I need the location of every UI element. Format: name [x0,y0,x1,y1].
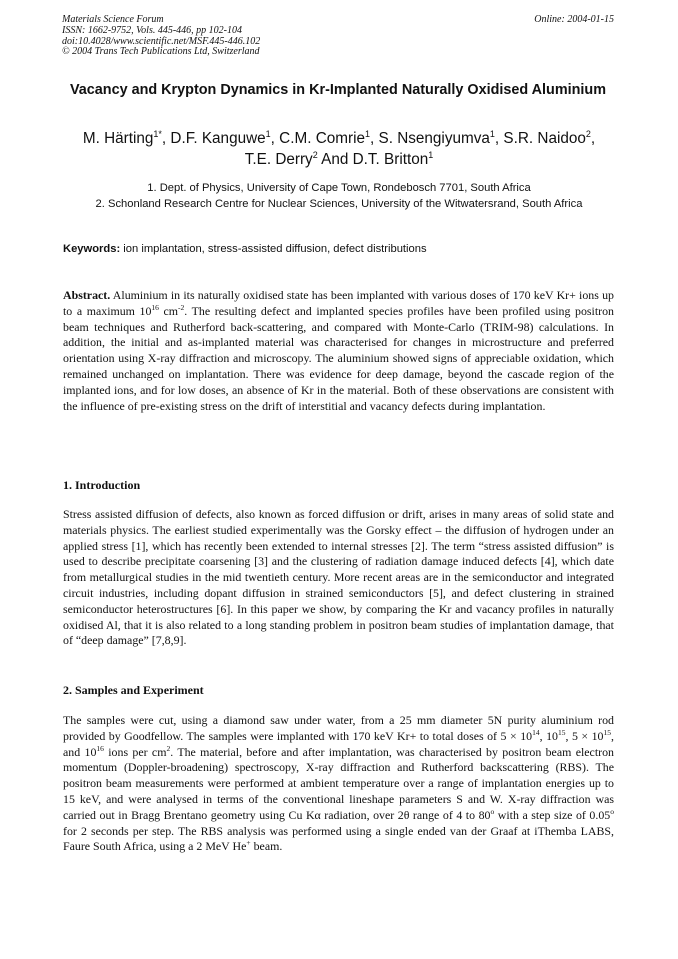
superscript: 15 [603,727,612,737]
author-name: , D.F. Kanguwe [161,130,266,147]
paper-title: Vacancy and Krypton Dynamics in Kr-Implanted Naturally Oxidised Aluminium [69,82,607,98]
body-text: beam. [250,839,283,854]
introduction-paragraph: Stress assisted diffusion of defects, also known as forced diffusion or drift, arises in many areas of solid state and materials physics. The earliest studied experimentally was the Gorsky effect – the diffusion of hydrogen under an applied stress [1], which has recently been extended to internal stresses [2]. The term “stress assisted diffusion” is used to describe precipitate coarsening [3] and the clustering of radiation damage induced defects [4], which date from metallurgical studies in the mid twentieth century. More recent areas are in the semiconductor and integrated circuit industries, including dopant diffusion in strained semiconductors [5], and defect clustering in strained semiconductor heterostructures [6]. In this paper we show, by comparing the Kr and vacancy profiles in naturally oxidised Al, that it is also related to a long standing problem in positron beam studies of implantation damage, that of “deep damage” [7,8,9]. [63,507,614,648]
doi-line[interactable]: doi:10.4028/www.scientific.net/MSF.445-446.102 [62,35,261,47]
online-date: Online: 2004-01-15 [534,14,614,25]
section-heading-samples: 2. Samples and Experiment [63,683,204,697]
body-text: . The material, before and after implantation, was characterised by positron beam electron momentum (Doppler-broadening) spectroscopy, X-ray diffraction and Rutherford backscattering (RBS). The positron beam measurements were performed at ambient temperature over a range of implantation energies up to 15 keV, and were analysed in terms of the conventional lineshape parameters S and W. X-ray diffraction was carried out in Bragg Brentano geometry using Cu Kα radiation, over 2θ range of 4 to 80 [63,744,614,822]
author-name: And D.T. Britton [317,151,429,168]
body-text: , 5 × 10 [565,728,604,743]
issn-line: ISSN: 1662-9752, Vols. 445-446, pp 102-104 [62,24,242,36]
affiliation-2: 2. Schonland Research Centre for Nuclear Sciences, University of the Witwatersrand, South Africa [95,197,583,210]
superscript: o [490,806,495,816]
author-affiliation-mark: 1 [489,128,495,139]
keywords [63,242,427,257]
journal-header [62,15,614,58]
abstract-text: cm [158,303,179,318]
abstract-label: Abstract. [63,288,111,302]
superscript: o [610,806,614,816]
section-heading-introduction: 1. Introduction [63,478,141,492]
abstract [63,288,614,414]
keywords-text: ion implantation, stress-assisted diffusion, defect distributions [120,243,427,255]
body-text: ions per cm [103,744,167,759]
author-affiliation-mark: 1 [265,128,271,139]
affiliations [40,181,638,212]
author-affiliation-mark: 1* [153,128,162,139]
author-name: , C.M. Comrie [270,130,365,147]
superscript: -2 [178,302,185,312]
copyright-line: © 2004 Trans Tech Publications Ltd, Switzerland [62,46,260,58]
author-name: M. Härting [82,130,154,147]
author-list [40,128,638,170]
author-name: , S. Nsengiyumva [370,130,490,147]
journal-info [62,15,614,58]
journal-name: Materials Science Forum [62,14,164,25]
superscript: 15 [557,727,566,737]
body-text: The samples were cut, using a diamond saw under water, from a 25 mm diameter 5N purity aluminium rod provided by Goodfellow. The samples were implanted with 170 keV Kr+ to total doses of 5 × 10 [63,713,614,743]
author-affiliation-mark: 2 [585,128,591,139]
body-text: with a step size of 0.05 [494,807,611,822]
superscript: 16 [151,302,159,312]
author-affiliation-mark: 1 [428,149,434,160]
author-name: , S.R. Naidoo [494,130,586,147]
body-text: , 10 [539,728,558,743]
superscript: 16 [96,743,104,753]
body-text: for 2 seconds per step. The RBS analysis was performed using a single ended van der Graaf at iThemba LABS, Faure South Africa, using a 2 MeV He [63,823,614,854]
author-separator: , [590,130,596,147]
superscript: + [246,838,251,848]
body-text: , and 10 [63,728,614,759]
abstract-text: Aluminium in its naturally oxidised state has been implanted with various doses of 170 keV Kr+ ions up to a maximum 10 [63,288,614,318]
keywords-label: Keywords: [63,243,121,255]
author-affiliation-mark: 1 [365,128,371,139]
superscript: 2 [166,743,171,753]
superscript: 14 [532,727,540,737]
author-affiliation-mark: 2 [312,149,318,160]
abstract-text: . The resulting defect and implanted species profiles have been profiled using positron beam techniques and Rutherford back-scattering, and compared with Monte-Carlo (TRIM-98) calculations. In addition, the initial and as-implanted material was characterised for changes in microstructure and preferred orientation using X-ray diffraction and microscopy. The aluminium showed signs of appreciable oxidation, which remained unchanged on implantation. There was evidence for deep damage, beyond the cascade region of the implanted ions, and for low doses, an absence of Kr in the material. Both of these observations are consistent with the influence of pre-existing stress on the drift of interstitial and vacancy defects during implantation. [63,303,614,413]
affiliation-1: 1. Dept. of Physics, University of Cape Town, Rondebosch 7701, South Africa [147,182,531,194]
author-name: T.E. Derry [244,151,313,168]
samples-paragraph [63,713,614,855]
